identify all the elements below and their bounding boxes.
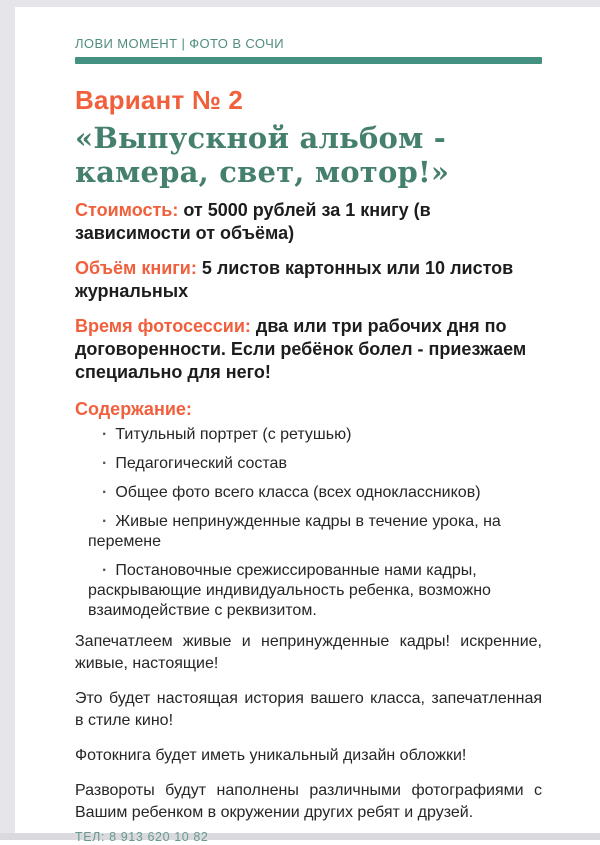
list-item — [75, 561, 542, 621]
spec-price — [75, 199, 542, 245]
spec-volume-label: Объём книги: — [75, 258, 197, 278]
page-edge-top — [0, 0, 600, 7]
spec-volume-value: 5 листов картонных или 10 листов журнальных — [75, 258, 514, 301]
contents-label: Содержание: — [75, 399, 192, 419]
paragraph-candid-shots: Запечатлеем живые и непринужденные кадры! искренние, живые, настоящие! — [75, 633, 542, 672]
list-item — [75, 454, 542, 474]
list-item — [75, 425, 542, 445]
flyer-content — [15, 7, 600, 845]
spec-volume — [75, 257, 542, 303]
spec-session-time-value: два или три рабочих дня по договоренности. Если ребёнок болел - приезжаем специально для него! — [75, 316, 527, 382]
bullet-dot-icon: · — [102, 484, 108, 501]
bullet-dot-icon: · — [102, 426, 108, 443]
spec-price-label: Стоимость: — [75, 200, 179, 220]
page-title-line1: «Выпускной альбом - — [75, 121, 447, 155]
bullet-dot-icon: · — [102, 513, 108, 530]
paragraph-cover-design: Фотокнига будет иметь уникальный дизайн обложки! — [75, 747, 467, 764]
spec-price-value: от 5000 рублей за 1 книгу (в зависимости от объёма) — [75, 200, 431, 243]
bullet-dot-icon: · — [102, 455, 108, 472]
flyer-page — [15, 7, 600, 844]
list-item — [75, 483, 542, 503]
list-item — [75, 512, 542, 552]
description-paragraphs — [75, 631, 542, 824]
bullet-dot-icon: · — [102, 562, 108, 579]
list-item-text: Титульный портрет (с ретушью) — [115, 426, 352, 443]
contents-list — [75, 425, 542, 621]
list-item-text: Постановочные срежиссированные нами кадры, раскрывающие индивидуальность ребенка, возможно взаимодействие с реквизитом. — [88, 562, 491, 619]
page-title — [75, 121, 542, 189]
list-item-text: Общее фото всего класса (всех одноклассников) — [115, 484, 481, 501]
page-edge-left — [0, 0, 15, 840]
list-item-text: Живые непринужденные кадры в течение урока, на перемене — [88, 513, 501, 550]
spec-session-time — [75, 315, 542, 384]
teal-divider-bar — [75, 57, 542, 64]
brand-header: ЛОВИ МОМЕНТ | ФОТО В СОЧИ — [75, 36, 284, 51]
phone-number: ТЕЛ: 8 913 620 10 82 — [75, 830, 209, 844]
page-title-line2: камера, свет, мотор!» — [75, 155, 450, 189]
list-item-text: Педагогический состав — [115, 455, 287, 472]
variant-title: Вариант № 2 — [75, 85, 244, 115]
paragraph-class-story: Это будет настоящая история вашего класса, запечатленная в стиле кино! — [75, 690, 542, 729]
paragraph-spreads: Развороты будут наполнены различными фотографиями с Вашим ребенком в окружении других ребят и друзей. — [75, 782, 542, 821]
spec-session-time-label: Время фотосессии: — [75, 316, 251, 336]
